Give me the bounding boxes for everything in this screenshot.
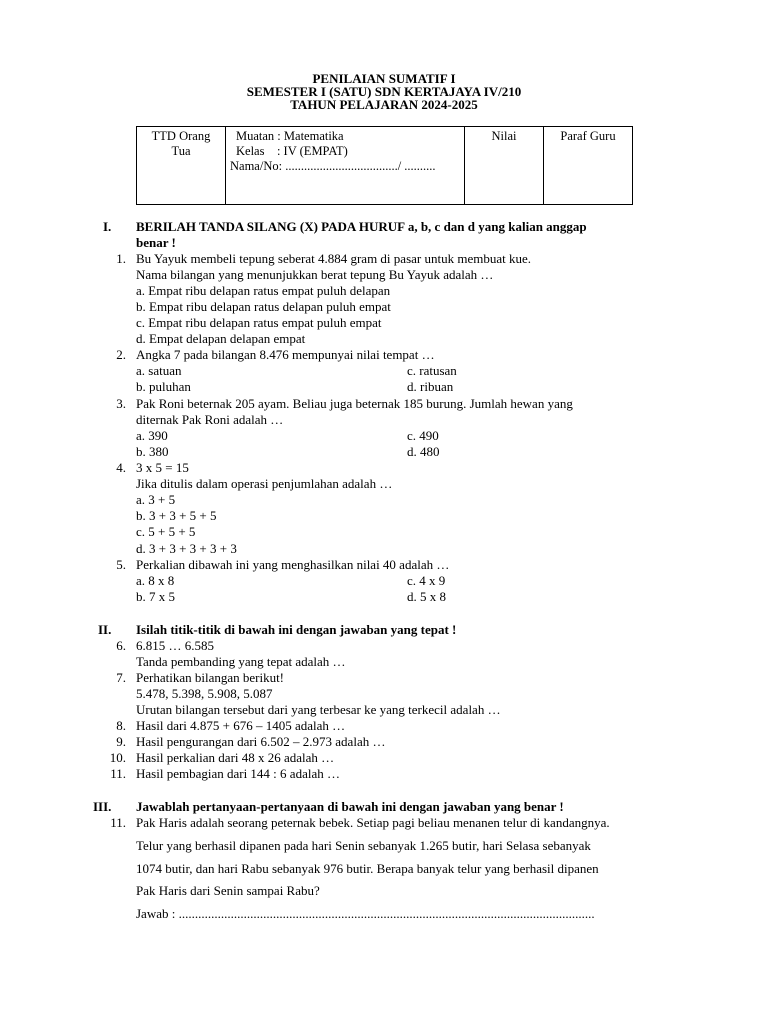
student-details-cell bbox=[226, 127, 465, 205]
question-text: Pak Roni beternak 205 ayam. Beliau juga beternak 185 burung. Jumlah hewan yang bbox=[136, 396, 573, 411]
option-d[interactable]: d. 480 bbox=[407, 444, 440, 459]
option-a[interactable]: a. 8 x 8 bbox=[136, 573, 175, 588]
score-label: Nilai bbox=[491, 129, 517, 143]
option-c[interactable]: c. 490 bbox=[407, 428, 439, 443]
option-c[interactable]: c. 5 + 5 + 5 bbox=[136, 524, 196, 539]
parent-signature-cell[interactable] bbox=[137, 127, 226, 205]
parent-signature-label: TTD Orang bbox=[151, 129, 211, 143]
question-text: Perhatikan bilangan berikut! bbox=[136, 670, 285, 685]
option-c[interactable]: c. Empat ribu delapan ratus empat puluh empat bbox=[136, 315, 382, 330]
question-number: 1. bbox=[116, 251, 126, 266]
option-a[interactable]: a. Empat ribu delapan ratus empat puluh delapan bbox=[136, 283, 391, 298]
section-2-number: II. bbox=[98, 622, 112, 637]
question-text: Hasil pengurangan dari 6.502 – 2.973 adalah … bbox=[136, 734, 386, 749]
option-b[interactable]: b. puluhan bbox=[136, 379, 191, 394]
question-text: Angka 7 pada bilangan 8.476 mempunyai nilai tempat … bbox=[136, 347, 435, 362]
question-text: Hasil pembagian dari 144 : 6 adalah … bbox=[136, 766, 340, 781]
exam-semester: SEMESTER I (SATU) SDN KERTAJAYA IV/210 bbox=[246, 84, 522, 99]
parent-signature-label-2: Tua bbox=[171, 144, 191, 158]
option-c[interactable]: c. ratusan bbox=[407, 363, 457, 378]
section-1-title: BERILAH TANDA SILANG (X) PADA HURUF a, b, c dan d yang kalian anggap bbox=[136, 219, 587, 234]
question-number: 11. bbox=[110, 766, 126, 781]
question-number: 7. bbox=[116, 670, 126, 685]
question-number: 11. bbox=[110, 815, 126, 830]
question-text: Pak Haris dari Senin sampai Rabu? bbox=[136, 883, 320, 898]
question-text: Perkalian dibawah ini yang menghasilkan nilai 40 adalah … bbox=[136, 557, 450, 572]
option-b[interactable]: b. 3 + 3 + 5 + 5 bbox=[136, 508, 217, 523]
score-cell[interactable] bbox=[465, 127, 544, 205]
subject-label: Muatan : Matematika bbox=[236, 129, 344, 143]
option-c[interactable]: c. 4 x 9 bbox=[407, 573, 446, 588]
option-b[interactable]: b. Empat ribu delapan ratus delapan puluh empat bbox=[136, 299, 391, 314]
question-text: Nama bilangan yang menunjukkan berat tepung Bu Yayuk adalah … bbox=[136, 267, 494, 282]
question-text: Pak Haris adalah seorang peternak bebek. Setiap pagi beliau menanen telur di kandangnya. bbox=[136, 815, 610, 830]
question-number: 6. bbox=[116, 638, 126, 653]
option-a[interactable]: a. satuan bbox=[136, 363, 182, 378]
section-1-number: I. bbox=[103, 219, 112, 234]
question-text: 3 x 5 = 15 bbox=[136, 460, 189, 475]
question-text: Hasil dari 4.875 + 676 – 1405 adalah … bbox=[136, 718, 346, 733]
question-text: 6.815 … 6.585 bbox=[136, 638, 214, 653]
teacher-signature-label: Paraf Guru bbox=[560, 129, 616, 143]
question-number: 9. bbox=[116, 734, 126, 749]
name-number-field[interactable]: Nama/No: ..................................../ .......... bbox=[230, 159, 436, 173]
option-d[interactable]: d. 5 x 8 bbox=[407, 589, 446, 604]
student-info-table bbox=[136, 126, 633, 205]
question-text: Bu Yayuk membeli tepung seberat 4.884 gram di pasar untuk membuat kue. bbox=[136, 251, 531, 266]
option-a[interactable]: a. 390 bbox=[136, 428, 168, 443]
question-text: Urutan bilangan tersebut dari yang terbesar ke yang terkecil adalah … bbox=[136, 702, 501, 717]
question-text: Jika ditulis dalam operasi penjumlahan adalah … bbox=[136, 476, 393, 491]
section-3-number: III. bbox=[93, 799, 112, 814]
option-b[interactable]: b. 7 x 5 bbox=[136, 589, 175, 604]
option-d[interactable]: d. 3 + 3 + 3 + 3 + 3 bbox=[136, 541, 237, 556]
section-2-title: Isilah titik-titik di bawah ini dengan jawaban yang tepat ! bbox=[136, 622, 457, 637]
question-text: Telur yang berhasil dipanen pada hari Senin sebanyak 1.265 butir, hari Selasa sebanyak bbox=[136, 838, 591, 853]
question-number: 10. bbox=[109, 750, 126, 765]
question-text: diternak Pak Roni adalah … bbox=[136, 412, 284, 427]
exam-header bbox=[0, 72, 768, 111]
class-label: Kelas : IV (EMPAT) bbox=[236, 144, 348, 158]
question-text: 5.478, 5.398, 5.908, 5.087 bbox=[136, 686, 273, 701]
teacher-signature-cell[interactable] bbox=[544, 127, 633, 205]
exam-title: PENILAIAN SUMATIF I bbox=[312, 71, 456, 86]
section-1-title-cont: benar ! bbox=[136, 235, 176, 250]
question-text: 1074 butir, dan hari Rabu sebanyak 976 butir. Berapa banyak telur yang berhasil dipanen bbox=[136, 861, 599, 876]
question-number: 2. bbox=[116, 347, 126, 362]
question-number: 4. bbox=[116, 460, 126, 475]
option-d[interactable]: d. ribuan bbox=[407, 379, 454, 394]
option-d[interactable]: d. Empat delapan delapan empat bbox=[136, 331, 306, 346]
answer-line[interactable]: Jawab : ................................................................................................................................ bbox=[136, 906, 595, 921]
section-3-title: Jawablah pertanyaan-pertanyaan di bawah ini dengan jawaban yang benar ! bbox=[136, 799, 564, 814]
question-number: 3. bbox=[116, 396, 126, 411]
question-text: Tanda pembanding yang tepat adalah … bbox=[136, 654, 346, 669]
question-number: 5. bbox=[116, 557, 126, 572]
option-b[interactable]: b. 380 bbox=[136, 444, 169, 459]
option-a[interactable]: a. 3 + 5 bbox=[136, 492, 176, 507]
question-number: 8. bbox=[116, 718, 126, 733]
exam-year: TAHUN PELAJARAN 2024-2025 bbox=[290, 97, 478, 112]
question-text: Hasil perkalian dari 48 x 26 adalah … bbox=[136, 750, 335, 765]
